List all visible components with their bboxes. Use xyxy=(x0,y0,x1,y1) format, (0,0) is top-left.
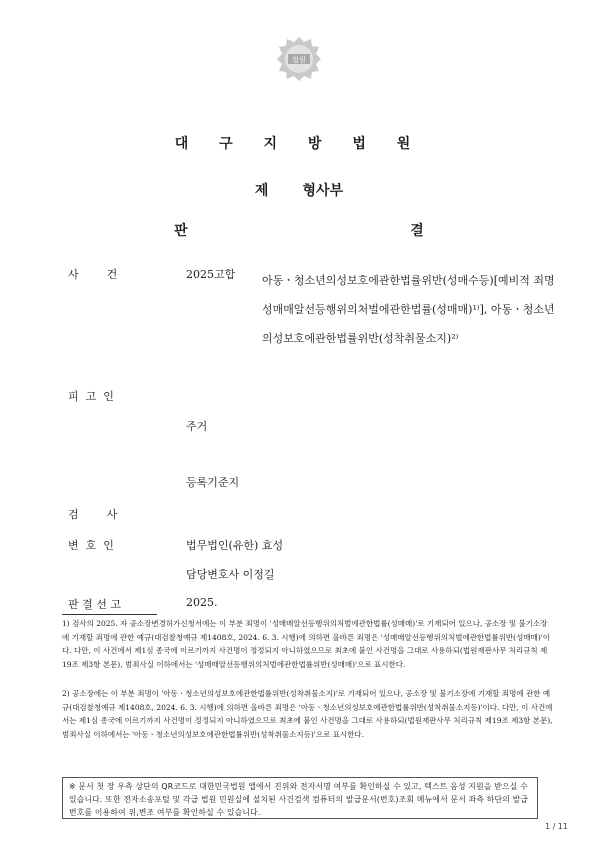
counsel-lawyer: 담당변호사 이정길 xyxy=(186,568,275,581)
footnote-1: 1) 검사의 2025. 자 공소장변경허가신청서에는 이 부분 죄명이 '성매매알선등행위의처벌에관한법률(성매매)'로 기재되어 있으나, 공소장 및 불기소장에 기재할 죄명에 관한 예규(대검찰청예규 제1408호, 2024. 6. 3. 시행)에 의하면 올바른 죄명은 '성매매알선등행위의처벌에관한법률위반(성매매)'이다. 다만, 이 사건에서 제1심 종국에 이르기까지 사건명이 정정되지 아니하였으므로 최초에 붙인 사건명을 그대로 사용하되(법원재판사무 처리규칙 제19조 제3항 본문), 범죄사실 이하에서는 '성매매알선등행위의처벌에관한법률위반(성매매)'으로 표시한다. xyxy=(62,619,551,669)
footnote-2: 2) 공소장에는 이 부분 죄명이 '아동ㆍ청소년의성보호에관한법률위반(성착취물소지)'로 기재되어 있으나, 공소장 및 불기소장에 기재할 죄명에 관한 예규(대검찰청예규 제1408호, 2024. 6. 3. 시행)에 의하면 올바른 죄명은 '아동ㆍ청소년의성보호에관한법률위반(성착취물소지등)'이다. 다만, 이 사건에서는 제1심 종국에 이르기까지 사건명이 정정되지 아니하였으므로 최초에 붙인 사건명을 그대로 사용하되(법원재판사무 처리규칙 제19조 제3항 본문), 범죄사실 이하에서는 '아동ㆍ청소년의성보호에관한법률위반(성착취물소지등)'으로 표시한다. xyxy=(62,689,553,739)
court-emblem-icon xyxy=(276,36,322,82)
decision-date: 2025. xyxy=(186,596,218,609)
page-number: 1 / 11 xyxy=(544,822,568,831)
defendant-label: 피 고 인 xyxy=(68,390,114,403)
prosecutor-label: 검 사 xyxy=(68,508,118,521)
case-name: 아동ㆍ청소년의성보호에관한법률위반(성매수등)[예비적 죄명 성매매알선등행위의처벌에관한법률(성매매)¹⁾], 아동ㆍ청소년의성보호에관한법률위반(성착취물소지)²⁾ xyxy=(262,274,555,345)
case-label: 사 건 xyxy=(68,268,118,281)
address-label: 주거 xyxy=(186,420,208,433)
court-name: 대 구 지 방 법 원 xyxy=(174,136,424,152)
footnote-separator xyxy=(62,614,157,615)
counsel-firm: 법무법인(유한) 효성 xyxy=(186,539,284,552)
counsel-label: 변 호 인 xyxy=(68,539,114,552)
registered-domicile-label: 등록기준지 xyxy=(186,476,240,489)
division-name: 제 형사부 xyxy=(254,183,344,199)
decision-label: 판 결 선 고 xyxy=(68,598,121,611)
verification-notice: ※ 문서 첫 장 우측 상단의 QR코드로 대한민국법원 앱에서 진위와 전자서명 여부를 확인하실 수 있고, 텍스트 음성 지원을 받으실 수 있습니다. 또한 전자소송포털 및 각급 법원 민원실에 설치된 사건검색 컴퓨터의 발급문서(번호)조회 메뉴에서 문서 좌측 하단의 발급번호를 이용하여 위,변조 여부를 확인하실 수 있습니다. xyxy=(62,777,538,819)
emblem-text: 법원 xyxy=(292,56,306,64)
case-number: 2025고합 xyxy=(186,268,236,281)
document-title: 판 결 xyxy=(174,223,476,239)
